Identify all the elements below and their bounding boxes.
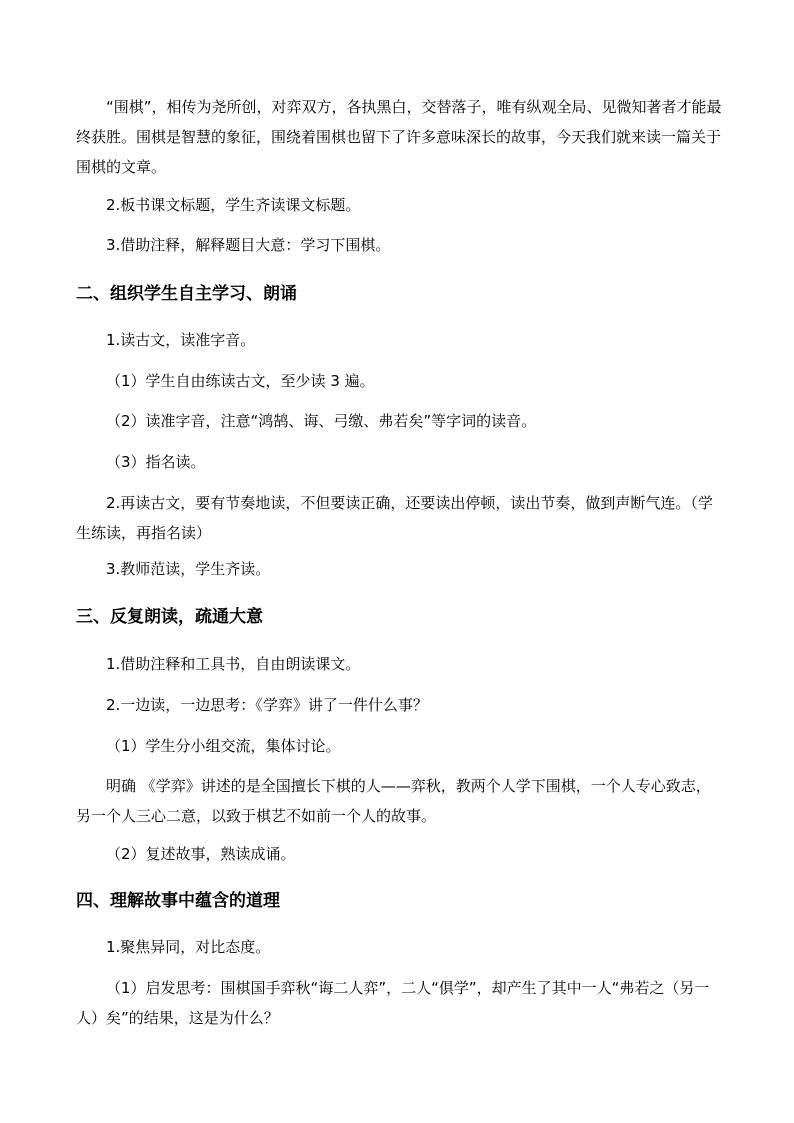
step-3-1: 1.借助注释和工具书，自由朗读课文。 <box>106 655 361 673</box>
section-heading-3: 三、反复朗读，疏通大意 <box>76 607 263 627</box>
step-1-3: 3.借助注释，解释题目大意：学习下围棋。 <box>106 236 391 254</box>
step-2-3: 3.教师范读，学生齐读。 <box>106 560 271 578</box>
step-3-2-answer: 明确 《学弈》讲述的是全国擅长下棋的人——弈秋，教两个人学下围棋，一个人专心致志，另一个人三心二意，以致于棋艺不如前一个人的故事。 <box>76 777 711 825</box>
section-heading-2: 二、组织学生自主学习、朗诵 <box>76 284 297 304</box>
step-4-1-1: （1）启发思考：围棋国手弈秋“诲二人弈”，二人“俱学”，却产生了其中一人“弗若之（另一人）矣”的结果，这是为什么？ <box>76 979 710 1027</box>
step-2-1-1: （1）学生自由练读古文，至少读 3 遍。 <box>106 372 375 390</box>
intro-paragraph: “围棋”，相传为尧所创，对弈双方，各执黑白，交替落子，唯有纵观全局、见微知著者才能最终获胜。围棋是智慧的象征，围绕着围棋也留下了许多意味深长的故事，今天我们就来读一篇关于围棋的文章。 <box>76 98 722 176</box>
step-3-2: 2.一边读，一边思考：《学弈》讲了一件什么事？ <box>106 696 428 714</box>
step-1-2: 2.板书课文标题，学生齐读课文标题。 <box>106 196 361 214</box>
step-3-2-1: （1）学生分小组交流，集体讨论。 <box>106 737 341 755</box>
step-2-1-3: （3）指名读。 <box>106 453 206 471</box>
step-4-1: 1.聚焦异同，对比态度。 <box>106 938 271 956</box>
step-3-2-2: （2）复述故事，熟读成诵。 <box>106 845 296 863</box>
step-2-2: 2.再读古文，要有节奏地读，不但要读正确，还要读出停顿，读出节奏，做到声断气连。（学生练读，再指名读） <box>76 494 713 542</box>
step-2-1: 1.读古文，读准字音。 <box>106 331 256 349</box>
step-2-1-2: （2）读准字音，注意“鸿鹄、诲、弓缴、弗若矣”等字词的读音。 <box>106 412 537 430</box>
section-heading-4: 四、理解故事中蕴含的道理 <box>76 891 280 911</box>
